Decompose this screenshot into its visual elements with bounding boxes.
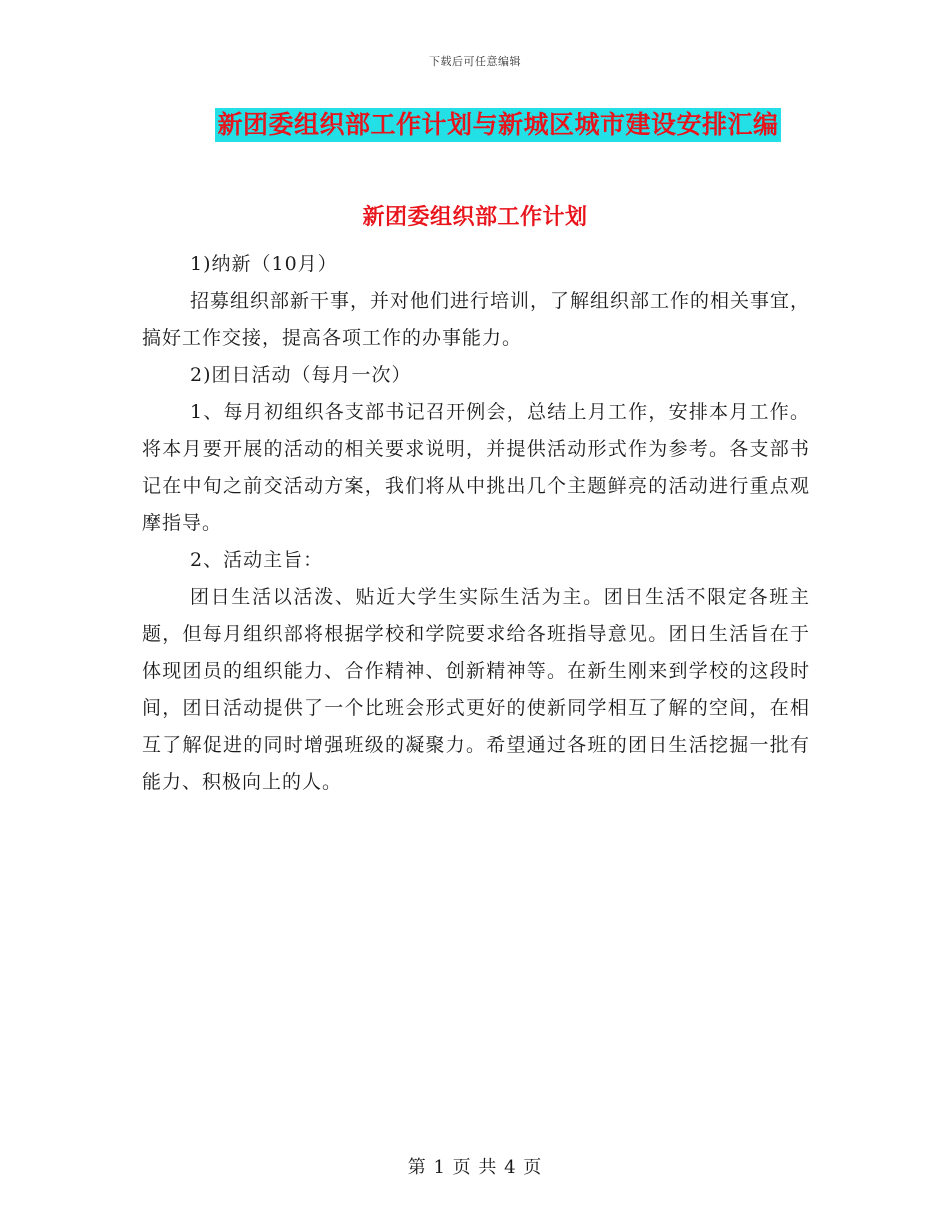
paragraph-recruitment-heading: 1)纳新（10月）: [190, 253, 338, 275]
paragraph-activity-purpose-heading: 2、活动主旨：: [190, 549, 324, 571]
section-title: 新团委组织部工作计划: [362, 204, 588, 230]
document-title: 新团委组织部工作计划与新城区城市建设安排汇编: [215, 108, 780, 142]
paragraph-recruitment-text: 招募组织部新干事，并对他们进行培训，了解组织部工作的相关事宜，搞好工作交接，提高各项工作的办事能力。: [142, 290, 811, 349]
paragraph-activity-purpose-text: 团日生活以活泼、贴近大学生实际生活为主。团日生活不限定各班主题，但每月组织部将根据学校和学院要求给各班指导意见。团日生活旨在于体现团员的组织能力、合作精神、创新精神等。在新生刚来到学校的这段时间，团日活动提供了一个比班会形式更好的使新同学相互了解的空间，在相互了解促进的同时增强班级的凝聚力。希望通过各班的团日生活挖掘一批有能力、积极向上的人。: [142, 586, 810, 793]
paragraph-league-day-heading: 2)团日活动（每月一次）: [190, 364, 412, 386]
document-title-container: [0, 108, 950, 142]
page-footer: 第 1 页 共 4 页: [407, 1157, 543, 1178]
paragraph-monthly-meeting: 1、每月初组织各支部书记召开例会，总结上月工作，安排本月工作。将本月要开展的活动的相关要求说明，并提供活动形式作为参考。各支部书记在中旬之前交活动方案，我们将从中挑出几个主题鲜亮的活动进行重点观摩指导。: [142, 401, 810, 534]
header-note: 下载后可任意编辑: [429, 55, 521, 68]
document-body: [142, 246, 810, 801]
